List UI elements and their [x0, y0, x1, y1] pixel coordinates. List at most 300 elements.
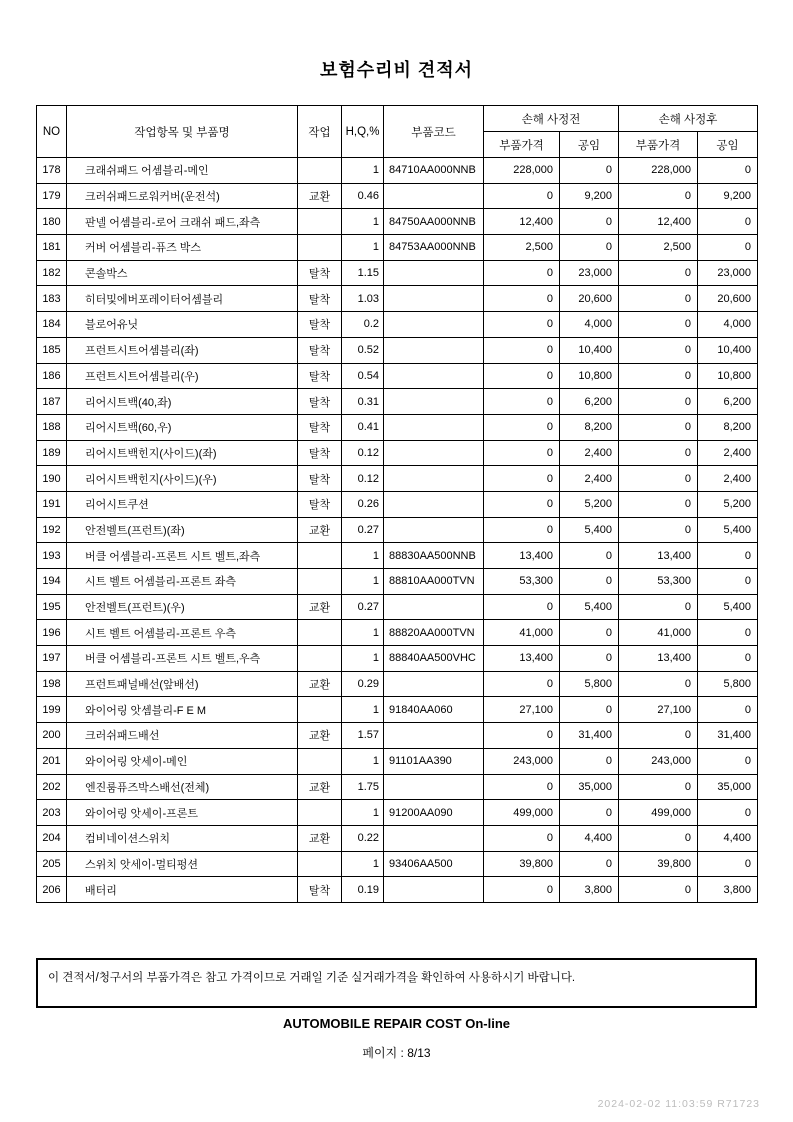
part-name: 리어시트백(40,좌)	[67, 389, 298, 415]
part-name: 리어시트백힌지(사이드)(좌)	[67, 440, 298, 466]
work-type: 교환	[298, 517, 342, 543]
pre-part-price: 0	[484, 594, 560, 620]
post-part-price: 0	[619, 389, 698, 415]
hq-value: 1.57	[342, 723, 384, 749]
hq-value: 0.22	[342, 825, 384, 851]
post-part-price: 0	[619, 440, 698, 466]
pre-labor: 31,400	[560, 723, 619, 749]
pre-part-price: 0	[484, 260, 560, 286]
table-row	[37, 517, 758, 543]
work-type	[298, 235, 342, 261]
pre-part-price: 2,500	[484, 235, 560, 261]
row-no: 194	[37, 569, 67, 595]
pre-part-price: 0	[484, 389, 560, 415]
part-code	[384, 825, 484, 851]
footer-brand: AUTOMOBILE REPAIR COST On-line	[282, 1016, 511, 1031]
hq-value: 0.46	[342, 183, 384, 209]
hq-value: 1	[342, 851, 384, 877]
pre-labor: 3,800	[560, 877, 619, 903]
pre-part-price: 0	[484, 774, 560, 800]
pre-labor: 6,200	[560, 389, 619, 415]
row-no: 198	[37, 671, 67, 697]
pre-part-price: 0	[484, 466, 560, 492]
part-code	[384, 671, 484, 697]
pre-labor: 20,600	[560, 286, 619, 312]
post-labor: 4,000	[698, 312, 758, 338]
row-no: 191	[37, 491, 67, 517]
post-part-price: 13,400	[619, 646, 698, 672]
row-no: 183	[37, 286, 67, 312]
post-part-price: 243,000	[619, 748, 698, 774]
part-name: 크러쉬패드로워커버(운전석)	[67, 183, 298, 209]
row-no: 196	[37, 620, 67, 646]
post-labor: 3,800	[698, 877, 758, 903]
part-name: 시트 벨트 어셈블리-프론트 좌측	[67, 569, 298, 595]
pre-labor: 0	[560, 620, 619, 646]
part-name: 와이어링 앗세이-메인	[67, 748, 298, 774]
row-no: 186	[37, 363, 67, 389]
post-labor: 35,000	[698, 774, 758, 800]
part-name: 콘솔박스	[67, 260, 298, 286]
table-row	[37, 748, 758, 774]
post-labor: 10,800	[698, 363, 758, 389]
part-code	[384, 363, 484, 389]
pre-part-price: 39,800	[484, 851, 560, 877]
pre-part-price: 228,000	[484, 158, 560, 184]
hq-value: 0.29	[342, 671, 384, 697]
hq-value: 1	[342, 209, 384, 235]
hq-value: 0.2	[342, 312, 384, 338]
pre-part-price: 0	[484, 440, 560, 466]
pre-labor: 0	[560, 235, 619, 261]
pre-part-price: 0	[484, 723, 560, 749]
hq-value: 0.52	[342, 337, 384, 363]
work-type: 탈착	[298, 260, 342, 286]
table-row	[37, 723, 758, 749]
work-type	[298, 646, 342, 672]
part-name: 리어시트백힌지(사이드)(우)	[67, 466, 298, 492]
post-labor: 5,800	[698, 671, 758, 697]
part-code: 84753AA000NNB	[384, 235, 484, 261]
header-work: 작업	[298, 106, 342, 158]
header-item: 작업항목 및 부품명	[67, 106, 298, 158]
pre-part-price: 0	[484, 337, 560, 363]
work-type: 교환	[298, 671, 342, 697]
post-part-price: 0	[619, 286, 698, 312]
row-no: 187	[37, 389, 67, 415]
table-row	[37, 800, 758, 826]
table-row	[37, 671, 758, 697]
pre-part-price: 0	[484, 414, 560, 440]
work-type: 탈착	[298, 877, 342, 903]
table-body	[37, 158, 758, 903]
table-row	[37, 286, 758, 312]
work-type: 교환	[298, 723, 342, 749]
pre-part-price: 27,100	[484, 697, 560, 723]
work-type: 탈착	[298, 312, 342, 338]
header-hq: H,Q,%	[342, 106, 384, 158]
post-labor: 0	[698, 800, 758, 826]
pre-part-price: 0	[484, 877, 560, 903]
post-part-price: 41,000	[619, 620, 698, 646]
post-part-price: 0	[619, 491, 698, 517]
post-part-price: 0	[619, 414, 698, 440]
header-before-group: 손해 사정전	[484, 106, 619, 132]
part-code	[384, 440, 484, 466]
hq-value: 1	[342, 646, 384, 672]
row-no: 189	[37, 440, 67, 466]
hq-value: 1	[342, 569, 384, 595]
pre-labor: 5,400	[560, 594, 619, 620]
pre-part-price: 0	[484, 491, 560, 517]
post-part-price: 0	[619, 337, 698, 363]
row-no: 182	[37, 260, 67, 286]
post-labor: 0	[698, 620, 758, 646]
part-name: 안전벨트(프런트)(좌)	[67, 517, 298, 543]
hq-value: 1	[342, 235, 384, 261]
post-labor: 31,400	[698, 723, 758, 749]
row-no: 197	[37, 646, 67, 672]
table-row	[37, 569, 758, 595]
header-part-code: 부품코드	[384, 106, 484, 158]
part-code	[384, 260, 484, 286]
post-part-price: 0	[619, 312, 698, 338]
post-part-price: 0	[619, 517, 698, 543]
work-type: 교환	[298, 594, 342, 620]
post-part-price: 0	[619, 183, 698, 209]
post-part-price: 27,100	[619, 697, 698, 723]
work-type: 교환	[298, 825, 342, 851]
row-no: 193	[37, 543, 67, 569]
post-part-price: 2,500	[619, 235, 698, 261]
work-type: 탈착	[298, 466, 342, 492]
table-row	[37, 337, 758, 363]
work-type: 교환	[298, 774, 342, 800]
part-name: 스위치 앗세이-멀티펑션	[67, 851, 298, 877]
work-type	[298, 748, 342, 774]
table-row	[37, 594, 758, 620]
page-number: 페이지 : 8/13	[362, 1046, 431, 1060]
table-row	[37, 312, 758, 338]
part-code	[384, 594, 484, 620]
work-type	[298, 158, 342, 184]
post-labor: 9,200	[698, 183, 758, 209]
work-type	[298, 620, 342, 646]
hq-value: 0.19	[342, 877, 384, 903]
print-timestamp: 2024-02-02 11:03:59 R71723	[597, 1098, 760, 1110]
part-code: 88830AA500NNB	[384, 543, 484, 569]
part-code: 91200AA090	[384, 800, 484, 826]
part-name: 프런트시트어셈블리(우)	[67, 363, 298, 389]
pre-part-price: 0	[484, 312, 560, 338]
post-part-price: 0	[619, 825, 698, 851]
part-code	[384, 723, 484, 749]
hq-value: 1	[342, 800, 384, 826]
hq-value: 0.12	[342, 466, 384, 492]
row-no: 202	[37, 774, 67, 800]
pre-part-price: 13,400	[484, 543, 560, 569]
post-part-price: 0	[619, 466, 698, 492]
row-no: 199	[37, 697, 67, 723]
part-name: 와이어링 앗세이-프론트	[67, 800, 298, 826]
hq-value: 1	[342, 748, 384, 774]
row-no: 204	[37, 825, 67, 851]
part-code	[384, 877, 484, 903]
table-row	[37, 466, 758, 492]
pre-part-price: 0	[484, 286, 560, 312]
post-part-price: 0	[619, 877, 698, 903]
post-labor: 2,400	[698, 466, 758, 492]
pre-labor: 10,800	[560, 363, 619, 389]
post-labor: 0	[698, 543, 758, 569]
part-code: 88810AA000TVN	[384, 569, 484, 595]
part-name: 리어시트백(60,우)	[67, 414, 298, 440]
part-name: 와이어링 앗셈블리-F E M	[67, 697, 298, 723]
part-name: 프런트패널배선(앞배선)	[67, 671, 298, 697]
row-no: 178	[37, 158, 67, 184]
work-type: 탈착	[298, 440, 342, 466]
pre-part-price: 12,400	[484, 209, 560, 235]
pre-labor: 0	[560, 646, 619, 672]
table-row	[37, 697, 758, 723]
part-name: 블로어유닛	[67, 312, 298, 338]
header-after-group: 손해 사정후	[619, 106, 758, 132]
row-no: 195	[37, 594, 67, 620]
post-labor: 4,400	[698, 825, 758, 851]
work-type: 탈착	[298, 363, 342, 389]
hq-value: 0.27	[342, 517, 384, 543]
post-part-price: 0	[619, 363, 698, 389]
table-row	[37, 158, 758, 184]
pre-labor: 5,400	[560, 517, 619, 543]
hq-value: 0.31	[342, 389, 384, 415]
row-no: 205	[37, 851, 67, 877]
part-name: 프런트시트어셈블리(좌)	[67, 337, 298, 363]
part-code	[384, 517, 484, 543]
row-no: 185	[37, 337, 67, 363]
table-header	[37, 106, 758, 158]
hq-value: 0.27	[342, 594, 384, 620]
work-type	[298, 209, 342, 235]
table-row	[37, 646, 758, 672]
pre-labor: 0	[560, 851, 619, 877]
pre-part-price: 243,000	[484, 748, 560, 774]
post-labor: 0	[698, 235, 758, 261]
part-name: 시트 벨트 어셈블리-프론트 우측	[67, 620, 298, 646]
hq-value: 0.54	[342, 363, 384, 389]
post-labor: 6,200	[698, 389, 758, 415]
part-name: 버클 어셈블리-프론트 시트 벨트,우측	[67, 646, 298, 672]
post-part-price: 0	[619, 260, 698, 286]
row-no: 180	[37, 209, 67, 235]
pre-labor: 2,400	[560, 440, 619, 466]
table-row	[37, 440, 758, 466]
part-name: 크러쉬패드배선	[67, 723, 298, 749]
estimate-table	[36, 105, 758, 903]
row-no: 188	[37, 414, 67, 440]
row-no: 203	[37, 800, 67, 826]
table-row	[37, 260, 758, 286]
hq-value: 1.03	[342, 286, 384, 312]
part-code	[384, 312, 484, 338]
work-type: 탈착	[298, 286, 342, 312]
pre-part-price: 0	[484, 183, 560, 209]
part-name: 버클 어셈블리-프론트 시트 벨트,좌측	[67, 543, 298, 569]
post-labor: 0	[698, 646, 758, 672]
post-labor: 5,400	[698, 594, 758, 620]
pre-labor: 8,200	[560, 414, 619, 440]
table-row	[37, 209, 758, 235]
part-name: 크래쉬패드 어셈블리-메인	[67, 158, 298, 184]
work-type: 탈착	[298, 491, 342, 517]
header-labor-before: 공임	[560, 132, 619, 158]
pre-labor: 35,000	[560, 774, 619, 800]
post-labor: 0	[698, 569, 758, 595]
post-labor: 5,400	[698, 517, 758, 543]
notice-text: 이 견적서/청구서의 부품가격은 참고 가격이므로 거래일 기준 실거래가격을 확인하여 사용하시기 바랍니다.	[48, 972, 576, 984]
post-labor: 0	[698, 748, 758, 774]
post-labor: 10,400	[698, 337, 758, 363]
pre-labor: 10,400	[560, 337, 619, 363]
table-row	[37, 620, 758, 646]
hq-value: 1.75	[342, 774, 384, 800]
post-part-price: 228,000	[619, 158, 698, 184]
table-row	[37, 877, 758, 903]
part-code	[384, 414, 484, 440]
part-code	[384, 466, 484, 492]
part-code: 84750AA000NNB	[384, 209, 484, 235]
pre-labor: 4,000	[560, 312, 619, 338]
work-type	[298, 569, 342, 595]
pre-part-price: 13,400	[484, 646, 560, 672]
pre-labor: 5,800	[560, 671, 619, 697]
post-labor: 8,200	[698, 414, 758, 440]
table-row	[37, 825, 758, 851]
pre-labor: 0	[560, 748, 619, 774]
table-row	[37, 491, 758, 517]
hq-value: 1	[342, 543, 384, 569]
post-part-price: 39,800	[619, 851, 698, 877]
hq-value: 0.26	[342, 491, 384, 517]
work-type: 탈착	[298, 337, 342, 363]
row-no: 206	[37, 877, 67, 903]
part-code	[384, 389, 484, 415]
pre-part-price: 0	[484, 363, 560, 389]
post-part-price: 12,400	[619, 209, 698, 235]
part-code: 88840AA500VHC	[384, 646, 484, 672]
work-type	[298, 697, 342, 723]
part-code	[384, 774, 484, 800]
pre-part-price: 0	[484, 517, 560, 543]
work-type: 탈착	[298, 414, 342, 440]
row-no: 179	[37, 183, 67, 209]
work-type: 탈착	[298, 389, 342, 415]
notice-box	[36, 958, 757, 1008]
pre-labor: 23,000	[560, 260, 619, 286]
pre-part-price: 53,300	[484, 569, 560, 595]
part-name: 히터및에버포레이터어셈블리	[67, 286, 298, 312]
hq-value: 1.15	[342, 260, 384, 286]
part-name: 판넬 어셈블리-로어 크래쉬 패드,좌측	[67, 209, 298, 235]
page-title: 보험수리비 견적서	[319, 60, 474, 80]
work-type	[298, 800, 342, 826]
header-no: NO	[37, 106, 67, 158]
pre-part-price: 499,000	[484, 800, 560, 826]
part-code	[384, 183, 484, 209]
hq-value: 0.41	[342, 414, 384, 440]
row-no: 192	[37, 517, 67, 543]
table-row	[37, 389, 758, 415]
part-code	[384, 286, 484, 312]
header-part-price-before: 부품가격	[484, 132, 560, 158]
part-code	[384, 491, 484, 517]
part-code	[384, 337, 484, 363]
post-labor: 2,400	[698, 440, 758, 466]
part-code: 91101AA390	[384, 748, 484, 774]
pre-labor: 5,200	[560, 491, 619, 517]
table-row	[37, 543, 758, 569]
part-code: 88820AA000TVN	[384, 620, 484, 646]
pre-labor: 9,200	[560, 183, 619, 209]
part-name: 엔진룸퓨즈박스배선(전체)	[67, 774, 298, 800]
hq-value: 1	[342, 697, 384, 723]
table-row	[37, 851, 758, 877]
part-name: 커버 어셈블리-퓨즈 박스	[67, 235, 298, 261]
post-labor: 5,200	[698, 491, 758, 517]
part-name: 배터리	[67, 877, 298, 903]
row-no: 200	[37, 723, 67, 749]
part-code: 84710AA000NNB	[384, 158, 484, 184]
part-code: 91840AA060	[384, 697, 484, 723]
post-part-price: 0	[619, 671, 698, 697]
table-row	[37, 183, 758, 209]
pre-part-price: 0	[484, 671, 560, 697]
pre-labor: 0	[560, 543, 619, 569]
post-part-price: 499,000	[619, 800, 698, 826]
pre-labor: 2,400	[560, 466, 619, 492]
pre-labor: 0	[560, 158, 619, 184]
post-part-price: 0	[619, 774, 698, 800]
hq-value: 1	[342, 158, 384, 184]
post-labor: 20,600	[698, 286, 758, 312]
table-row	[37, 414, 758, 440]
post-labor: 0	[698, 209, 758, 235]
part-name: 리어시트쿠션	[67, 491, 298, 517]
pre-labor: 0	[560, 800, 619, 826]
header-labor-after: 공임	[698, 132, 758, 158]
post-part-price: 0	[619, 723, 698, 749]
work-type	[298, 543, 342, 569]
part-code: 93406AA500	[384, 851, 484, 877]
hq-value: 1	[342, 620, 384, 646]
table-row	[37, 235, 758, 261]
work-type	[298, 851, 342, 877]
post-labor: 0	[698, 851, 758, 877]
pre-labor: 0	[560, 569, 619, 595]
row-no: 181	[37, 235, 67, 261]
header-part-price-after: 부품가격	[619, 132, 698, 158]
hq-value: 0.12	[342, 440, 384, 466]
part-name: 안전벨트(프런트)(우)	[67, 594, 298, 620]
post-labor: 0	[698, 158, 758, 184]
row-no: 190	[37, 466, 67, 492]
part-name: 컴비네이션스위치	[67, 825, 298, 851]
pre-part-price: 0	[484, 825, 560, 851]
post-part-price: 13,400	[619, 543, 698, 569]
post-part-price: 0	[619, 594, 698, 620]
row-no: 201	[37, 748, 67, 774]
table-row	[37, 774, 758, 800]
